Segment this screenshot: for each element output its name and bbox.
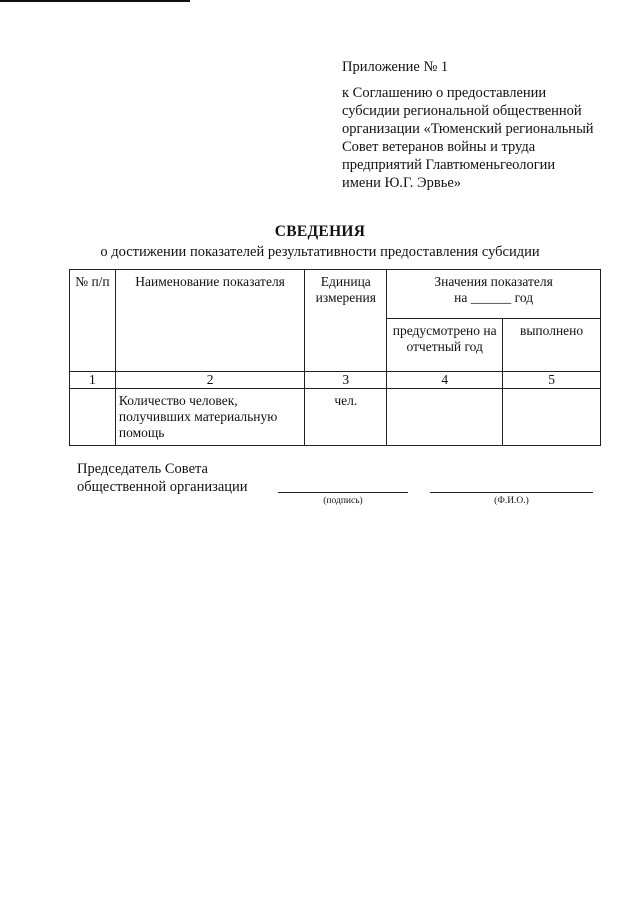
annex-line: Совет ветеранов войны и труда [342, 139, 536, 155]
row-done [503, 389, 601, 446]
header-name: Наименование показателя [115, 270, 304, 372]
table-row [70, 389, 601, 446]
annex-block [342, 58, 622, 192]
index-cell: 5 [503, 372, 601, 389]
annex-title: Приложение № 1 [342, 59, 449, 75]
row-name: Количество человек, получивших материальную помощь [115, 389, 304, 446]
document-title: СВЕДЕНИЯ [274, 223, 366, 240]
row-planned [387, 389, 503, 446]
signer-title [77, 460, 248, 496]
header-done: выполнено [503, 319, 601, 372]
header-planned: предусмотрено на отчетный год [387, 319, 503, 372]
document-heading [0, 222, 640, 262]
signer-line: общественной организации [77, 479, 248, 495]
annex-line: имени Ю.Г. Эрвье» [342, 175, 462, 191]
document-subtitle: о достижении показателей результативности предоставления субсидии [100, 244, 540, 260]
signature-line [278, 492, 408, 493]
index-cell: 1 [70, 372, 116, 389]
annex-line: организации «Тюменский региональный [342, 121, 594, 137]
header-unit: Единица измерения [305, 270, 387, 372]
row-unit: чел. [305, 389, 387, 446]
index-cell: 2 [115, 372, 304, 389]
top-rule [0, 0, 190, 2]
annex-line: к Соглашению о предоставлении [342, 85, 547, 101]
index-cell: 4 [387, 372, 503, 389]
index-cell: 3 [305, 372, 387, 389]
name-caption: (Ф.И.О.) [494, 496, 529, 506]
annex-line: предприятий Главтюменьгеологии [342, 157, 556, 173]
header-number: № п/п [70, 270, 116, 372]
row-number [70, 389, 116, 446]
indicators-table [69, 269, 601, 446]
signer-line: Председатель Совета [77, 461, 208, 477]
annex-line: субсидии региональной общественной [342, 103, 582, 119]
signature-caption: (подпись) [323, 496, 363, 506]
header-values-line: на ______ год [454, 290, 534, 305]
name-line [430, 492, 593, 493]
header-values-line: Значения показателя [434, 274, 553, 289]
header-values [387, 270, 601, 319]
